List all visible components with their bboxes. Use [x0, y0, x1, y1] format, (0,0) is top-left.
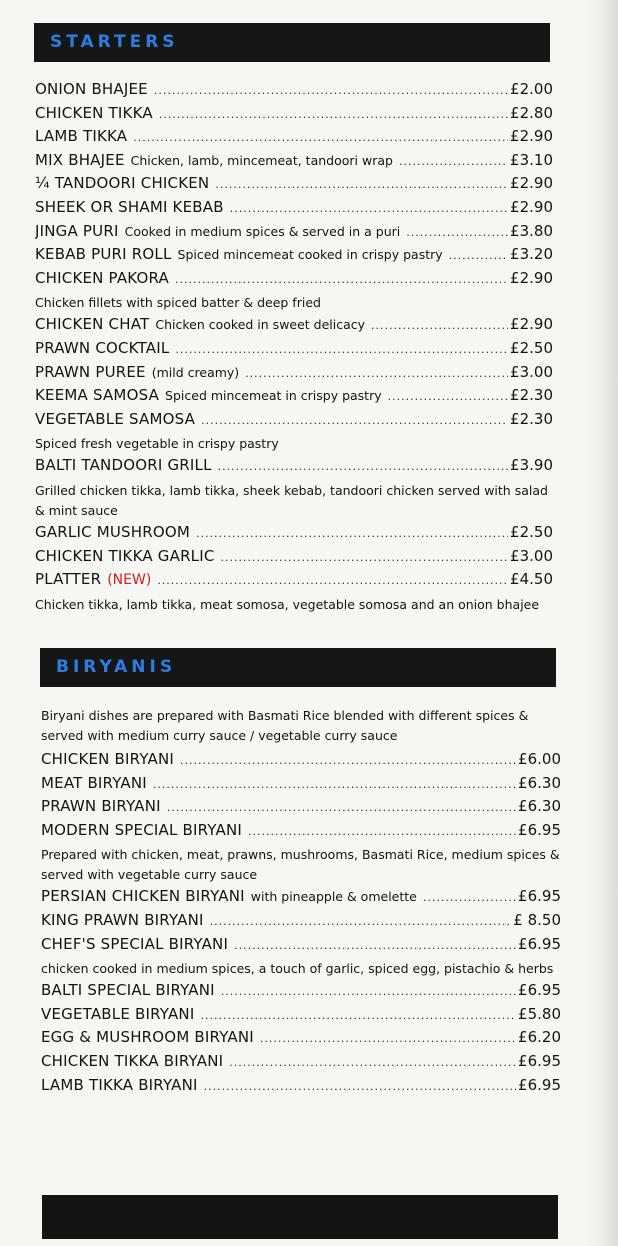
- menu-item: [35, 363, 553, 387]
- menu-item: [41, 1005, 561, 1029]
- menu-item: [41, 1028, 561, 1052]
- menu-item: [35, 80, 553, 104]
- menu-item-name: MIX BHAJEE: [35, 150, 125, 169]
- biryanis-title: BIRYANIS: [56, 657, 177, 677]
- biryanis-list: [41, 706, 561, 1099]
- dot-leader: [175, 343, 508, 356]
- menu-item-name: BALTI SPECIAL BIRYANI: [41, 981, 215, 1000]
- page-edge-shadow: [584, 0, 618, 1246]
- menu-item-name: CHICKEN CHAT: [35, 315, 150, 334]
- menu-item-price: £2.90: [510, 315, 553, 334]
- menu-item-description: Chicken cooked in sweet delicacy: [155, 317, 366, 333]
- menu-item: [35, 456, 553, 480]
- menu-item-price: £6.20: [518, 1028, 561, 1047]
- menu-item-name: SHEEK OR SHAMI KEBAB: [35, 197, 224, 216]
- menu-item-name: GARLIC MUSHROOM: [35, 522, 191, 541]
- menu-item-price: £6.00: [518, 750, 561, 768]
- menu-item-name: BALTI TANDOORI GRILL: [35, 456, 212, 475]
- dot-leader: [175, 273, 508, 286]
- footer-bar: [42, 1195, 558, 1239]
- menu-item-price: £3.00: [510, 362, 553, 381]
- menu-item-note: Chicken tikka, lamb tikka, meat somosa, vegetable somosa and an onion bhajee: [35, 596, 540, 612]
- menu-item-name: MODERN SPECIAL BIRYANI: [41, 820, 242, 839]
- dot-leader: [215, 178, 508, 191]
- menu-item-name: VEGETABLE BIRYANI: [41, 1004, 195, 1023]
- menu-item: [35, 222, 553, 246]
- menu-item-name: CHICKEN TIKKA GARLIC: [35, 546, 215, 565]
- menu-item-price: £2.00: [510, 80, 553, 98]
- menu-item: [35, 386, 553, 410]
- dot-leader: [157, 574, 508, 587]
- menu-item-price: £3.90: [510, 456, 553, 475]
- menu-item-name: CHICKEN TIKKA: [35, 103, 153, 122]
- menu-item: [35, 198, 553, 222]
- menu-item: [35, 151, 553, 175]
- menu-item-price: £2.90: [510, 197, 553, 216]
- menu-item-price: £6.30: [518, 773, 561, 792]
- dot-leader: [245, 367, 508, 380]
- menu-item-price: £2.80: [510, 103, 553, 122]
- dot-leader: [196, 527, 508, 540]
- menu-item-name: KEEMA SAMOSA: [35, 386, 160, 405]
- dot-leader: [200, 1009, 516, 1022]
- menu-item-description: Spiced mincemeat in crispy pastry: [165, 388, 382, 404]
- menu-item-name: PRAWN BIRYANI: [41, 797, 161, 816]
- menu-item-price: £3.80: [510, 221, 553, 240]
- biryanis-header: [40, 648, 556, 687]
- biryanis-intro: Biryani dishes are prepared with Basmati Rice blended with different spices & served with medium curry sauce / vegetable curry sauce: [41, 708, 529, 743]
- dot-leader: [159, 108, 508, 121]
- menu-item: [41, 1076, 561, 1100]
- menu-item-name: EGG & MUSHROOM BIRYANI: [41, 1028, 254, 1047]
- dot-leader: [221, 551, 509, 564]
- dot-leader: [229, 1056, 516, 1069]
- menu-item-name: MEAT BIRYANI: [41, 773, 147, 792]
- menu-item-price: £2.30: [510, 386, 553, 405]
- dot-leader: [260, 1032, 516, 1045]
- menu-item-price: £2.90: [510, 127, 553, 146]
- menu-item-name: CHEF'S SPECIAL BIRYANI: [41, 934, 229, 953]
- dot-leader: [388, 390, 508, 403]
- starters-list: [35, 80, 553, 617]
- menu-item-name: VEGETABLE SAMOSA: [35, 409, 196, 428]
- menu-item-description: with pineapple & omelette: [250, 889, 417, 905]
- dot-leader: [449, 249, 508, 262]
- dot-leader: [167, 801, 516, 814]
- menu-item-price: £6.30: [518, 797, 561, 816]
- dot-leader: [248, 825, 516, 838]
- menu-item-price: £6.95: [518, 887, 561, 906]
- menu-item: [35, 547, 553, 571]
- menu-item-name: CHICKEN PAKORA: [35, 268, 169, 287]
- menu-item-name: CHICKEN BIRYANI: [41, 750, 175, 768]
- menu-item: [41, 981, 561, 1005]
- dot-leader: [406, 226, 508, 239]
- starters-header: [34, 23, 550, 62]
- menu-item-price: £2.50: [510, 522, 553, 541]
- menu-item-note: Grilled chicken tikka, lamb tikka, sheek kebab, tandoori chicken served with salad & mint sauce: [35, 482, 548, 518]
- menu-item-note: Prepared with chicken, meat, prawns, mushrooms, Basmati Rice, medium spices & served with vegetable curry sauce: [41, 847, 560, 883]
- menu-item: [35, 245, 553, 269]
- menu-item-note: chicken cooked in medium spices, a touch of garlic, spiced egg, pistachio & herbs: [41, 961, 554, 977]
- new-badge: (NEW): [107, 572, 152, 589]
- menu-item: [35, 523, 553, 547]
- menu-item-description: (mild creamy): [151, 364, 240, 380]
- dot-leader: [371, 319, 508, 332]
- menu-item-price: £6.95: [518, 820, 561, 839]
- menu-item: [41, 887, 561, 911]
- dot-leader: [201, 414, 508, 427]
- menu-item: [35, 104, 553, 128]
- menu-item: [41, 821, 561, 845]
- dot-leader: [204, 1080, 516, 1093]
- menu-item-price: £3.10: [510, 150, 553, 169]
- dot-leader: [180, 754, 516, 767]
- menu-item-name: PERSIAN CHICKEN BIRYANI: [41, 887, 245, 906]
- dot-leader: [221, 985, 516, 998]
- menu-item: [41, 1052, 561, 1076]
- menu-item: [35, 315, 553, 339]
- menu-item: [35, 269, 553, 293]
- menu-item: [41, 774, 561, 798]
- menu-item: [35, 410, 553, 434]
- menu-item-note: Spiced fresh vegetable in crispy pastry: [35, 436, 279, 452]
- menu-item: [41, 797, 561, 821]
- menu-item: [35, 339, 553, 363]
- dot-leader: [153, 778, 516, 791]
- menu-item: [41, 911, 561, 935]
- menu-item-price: £6.95: [518, 1075, 561, 1094]
- menu-item-price: £2.90: [510, 174, 553, 193]
- menu-item-name: PRAWN COCKTAIL: [35, 338, 170, 357]
- menu-item: [41, 935, 561, 959]
- starters-title: STARTERS: [50, 32, 179, 52]
- menu-item-name: KEBAB PURI ROLL: [35, 245, 172, 264]
- menu-item-price: £6.95: [518, 1051, 561, 1070]
- menu-item-price: £6.95: [518, 981, 561, 1000]
- dot-leader: [218, 460, 508, 473]
- menu-item-name: PRAWN PUREE: [35, 362, 146, 381]
- menu-item-name: ¼ TANDOORI CHICKEN: [35, 174, 210, 193]
- dot-leader: [423, 891, 516, 904]
- menu-item-price: £3.20: [510, 245, 553, 264]
- menu-item: [35, 174, 553, 198]
- menu-item-price: £2.90: [510, 268, 553, 287]
- menu-item: [41, 750, 561, 774]
- menu-item-name: PLATTER: [35, 570, 102, 589]
- menu-item-name: JINGA PURI: [35, 221, 119, 240]
- menu-item-price: £3.00: [510, 546, 553, 565]
- menu-item-name: KING PRAWN BIRYANI: [41, 910, 204, 929]
- menu-item-note: Chicken fillets with spiced batter & deep fried: [35, 295, 321, 311]
- menu-item-price: £2.50: [510, 338, 553, 357]
- menu-item-name: ONION BHAJEE: [35, 80, 148, 98]
- menu-item: [35, 127, 553, 151]
- dot-leader: [154, 84, 508, 97]
- menu-item-description: Cooked in medium spices & served in a puri: [124, 223, 401, 239]
- menu-item-price: £4.50: [510, 570, 553, 589]
- menu-item-description: Chicken, lamb, mincemeat, tandoori wrap: [130, 152, 393, 168]
- menu-item-name: LAMB TIKKA: [35, 127, 128, 146]
- menu-item: [35, 570, 553, 594]
- dot-leader: [210, 915, 512, 928]
- dot-leader: [230, 202, 508, 215]
- menu-item-name: LAMB TIKKA BIRYANI: [41, 1075, 198, 1094]
- dot-leader: [399, 155, 508, 168]
- menu-item-price: £6.95: [518, 934, 561, 953]
- menu-item-price: £2.30: [510, 409, 553, 428]
- dot-leader: [133, 131, 508, 144]
- menu-item-name: CHICKEN TIKKA BIRYANI: [41, 1051, 224, 1070]
- menu-item-price: £5.80: [518, 1004, 561, 1023]
- dot-leader: [234, 939, 516, 952]
- menu-item-price: £ 8.50: [513, 910, 561, 929]
- menu-item-description: Spiced mincemeat cooked in crispy pastry: [177, 247, 443, 263]
